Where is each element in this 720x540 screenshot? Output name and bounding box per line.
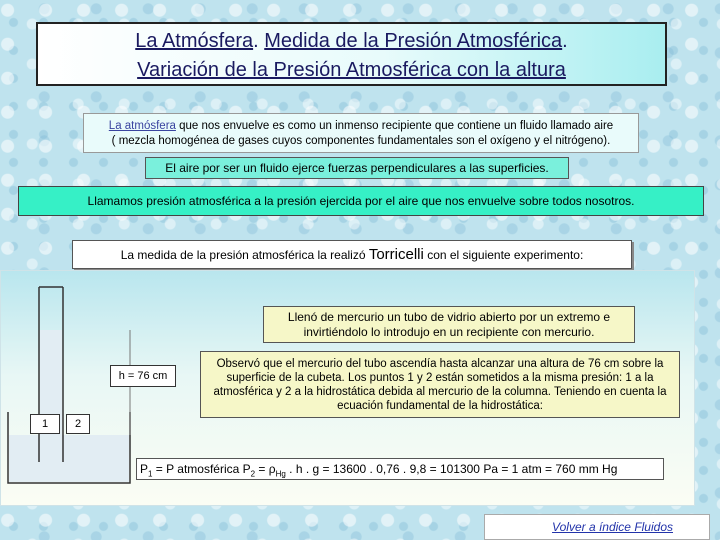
point-1-label: 1: [30, 414, 60, 434]
title-link-atmosfera[interactable]: La Atmósfera: [135, 30, 254, 52]
back-to-index-link[interactable]: Volver a índice Fluidos: [484, 514, 710, 540]
title-line-1: La Atmósfera. Medida de la Presión Atmosférica.: [135, 30, 568, 52]
basin-mercury: [9, 435, 129, 482]
point-2-label: 2: [66, 414, 90, 434]
title-line-2[interactable]: Variación de la Presión Atmosférica con la altura: [137, 59, 566, 81]
mercury-column: [40, 330, 62, 462]
filling-description: Llenó de mercurio un tubo de vidrio abierto por un extremo e invirtiéndolo lo introdujo en un recipiente con mercurio.: [263, 306, 635, 343]
height-label: h = 76 cm: [110, 365, 176, 387]
intro-text: La atmósfera que nos envuelve es como un inmenso recipiente que contiene un fluido llamado aire ( mezcla homogénea de gases cuyos componentes fundamentales son el oxígeno y el nitrógeno).: [83, 113, 639, 153]
perpendicular-forces-note: El aire por ser un fluido ejerce fuerzas perpendiculares a las superficies.: [145, 157, 569, 179]
pressure-formula: $P_1 = P$ atmosférica $P_2 = \rho_{Hg}$ . h . g = 13600 . 0,76 . 9,8 = 101300 Pa = 1 atm = 760 mm Hg: [136, 458, 664, 480]
pressure-definition: Llamamos presión atmosférica a la presión ejercida por el aire que nos envuelve sobre todos nosotros.: [18, 186, 704, 216]
torricelli-name: Torricelli: [368, 246, 424, 263]
title-link-medida[interactable]: Medida de la Presión Atmosférica: [264, 30, 563, 52]
observation-description: Observó que el mercurio del tubo ascendía hasta alcanzar una altura de 76 cm sobre la superficie de la cubeta. Los puntos 1 y 2 están sometidos a la misma presión: 1 a la atmosférica y 2 a la hidrostática debida al mercurio de la columna. Teniendo en cuenta la ecuación fundamental de la hidrostática:: [200, 351, 680, 418]
atmosfera-link[interactable]: La atmósfera: [108, 120, 176, 132]
torricelli-intro: La medida de la presión atmosférica la realizó Torricelli con el siguiente experimento:: [72, 240, 632, 269]
